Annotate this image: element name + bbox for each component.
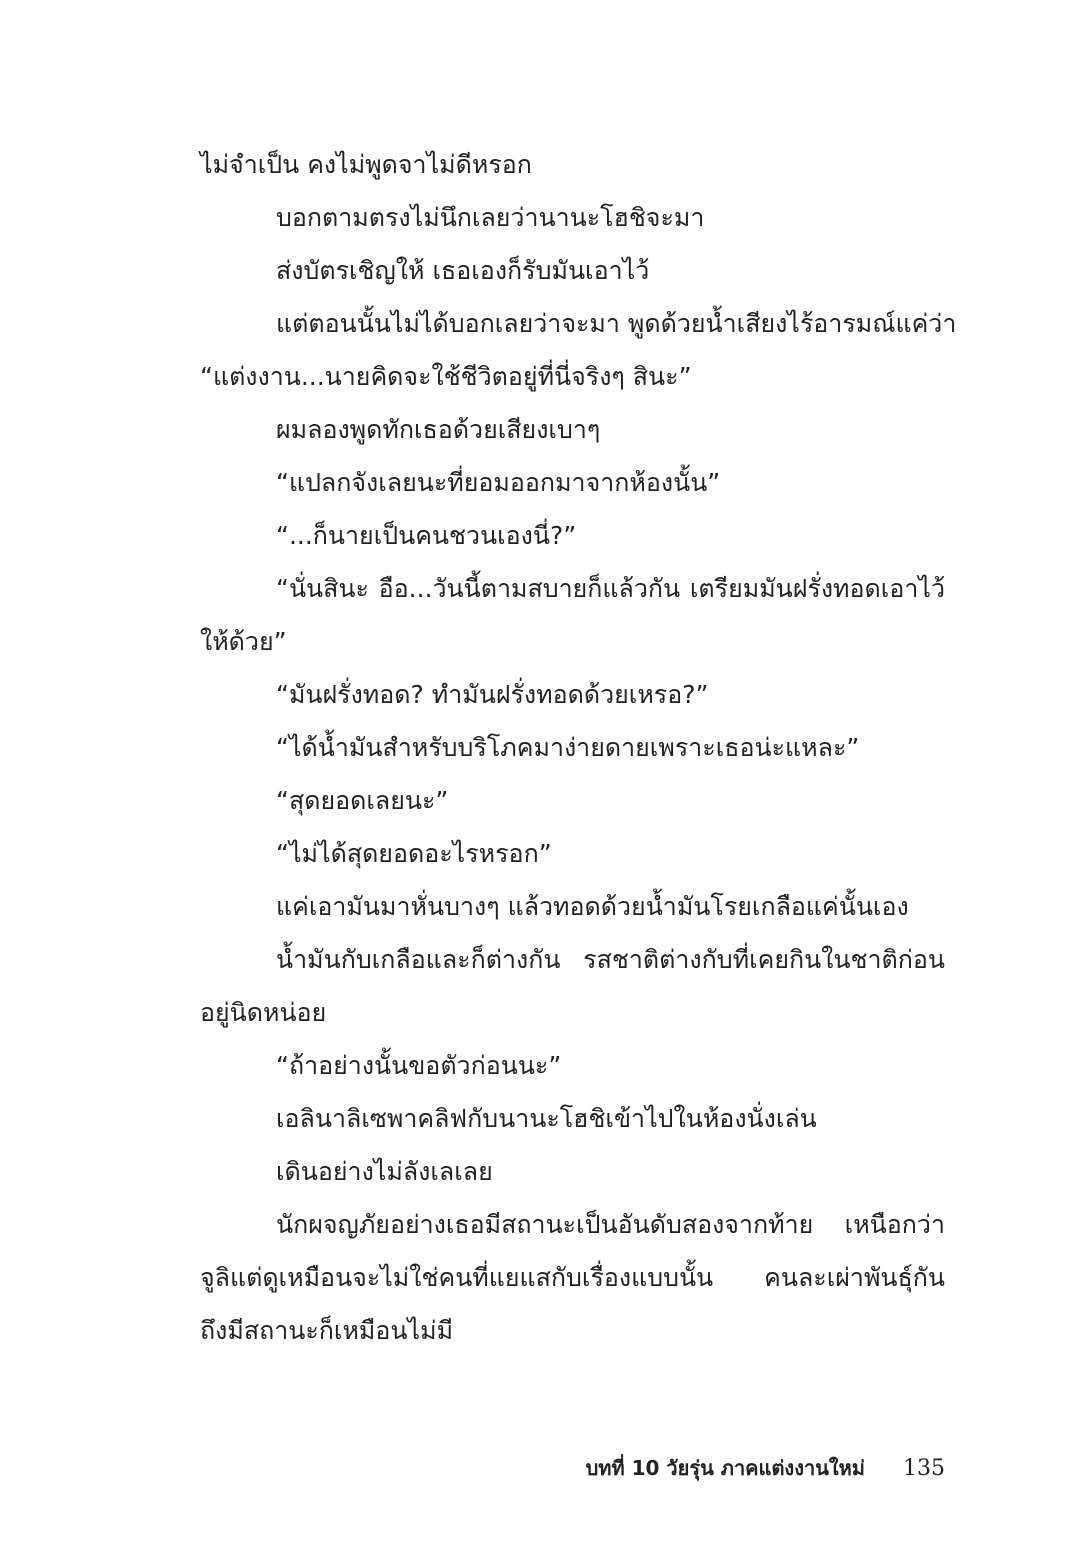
- text-line: จูลิแต่ดูเหมือนจะไม่ใช่คนที่แยแสกับเรื่องแบบนั้น คนละเผ่าพันธุ์กัน: [200, 1263, 945, 1292]
- text-line: “ถ้าอย่างนั้นขอตัวก่อนนะ”: [276, 1051, 562, 1080]
- text-line: ส่งบัตรเชิญให้ เธอเองก็รับมันเอาไว้: [276, 256, 650, 285]
- page-text-body: [200, 138, 957, 1357]
- text-line: เอลินาลิเซพาคลิฟกับนานะโฮชิเข้าไปในห้องนั่งเล่น: [276, 1104, 817, 1133]
- text-line: “ได้น้ำมันสำหรับบริโภคมาง่ายดายเพราะเธอน่ะแหละ”: [276, 733, 860, 762]
- page-footer: [586, 1448, 945, 1488]
- text-line: “สุดยอดเลยนะ”: [276, 786, 449, 815]
- text-line: ให้ด้วย”: [200, 627, 287, 656]
- text-line: ไม่จำเป็น คงไม่พูดจาไม่ดีหรอก: [200, 150, 532, 179]
- text-line: “แต่งงาน...นายคิดจะใช้ชีวิตอยู่ที่นี่จริงๆ สินะ”: [200, 362, 692, 391]
- text-line: “...ก็นายเป็นคนชวนเองนี่?”: [276, 521, 577, 550]
- text-line: “แปลกจังเลยนะที่ยอมออกมาจากห้องนั้น”: [276, 468, 721, 497]
- text-line: แค่เอามันมาหั่นบางๆ แล้วทอดด้วยน้ำมันโรยเกลือแค่นั้นเอง: [276, 892, 909, 921]
- text-line: ผมลองพูดทักเธอด้วยเสียงเบาๆ: [276, 415, 601, 444]
- text-line: แต่ตอนนั้นไม่ได้บอกเลยว่าจะมา พูดด้วยน้ำเสียงไร้อารมณ์แค่ว่า: [276, 309, 957, 338]
- text-line: ถึงมีสถานะก็เหมือนไม่มี: [200, 1316, 454, 1345]
- text-line: “นั่นสินะ อือ...วันนี้ตามสบายก็แล้วกัน เตรียมมันฝรั่งทอดเอาไว้: [276, 574, 945, 603]
- text-line: “ไม่ได้สุดยอดอะไรหรอก”: [276, 839, 552, 868]
- page-number: 135: [903, 1456, 945, 1481]
- text-line: “มันฝรั่งทอด? ทำมันฝรั่งทอดด้วยเหรอ?”: [276, 680, 709, 709]
- running-footer-chapter-title: บทที่ 10 วัยรุ่น ภาคแต่งงานใหม่: [585, 1456, 865, 1480]
- text-line: บอกตามตรงไม่นึกเลยว่านานะโฮชิจะมา: [276, 203, 705, 232]
- text-line: น้ำมันกับเกลือและก็ต่างกัน รสชาติต่างกับที่เคยกินในชาติก่อน: [276, 945, 945, 974]
- text-line: อยู่นิดหน่อย: [200, 998, 327, 1027]
- text-line: เดินอย่างไม่ลังเลเลย: [276, 1157, 493, 1186]
- text-line: นักผจญภัยอย่างเธอมีสถานะเป็นอันดับสองจากท้าย เหนือกว่า: [276, 1210, 945, 1239]
